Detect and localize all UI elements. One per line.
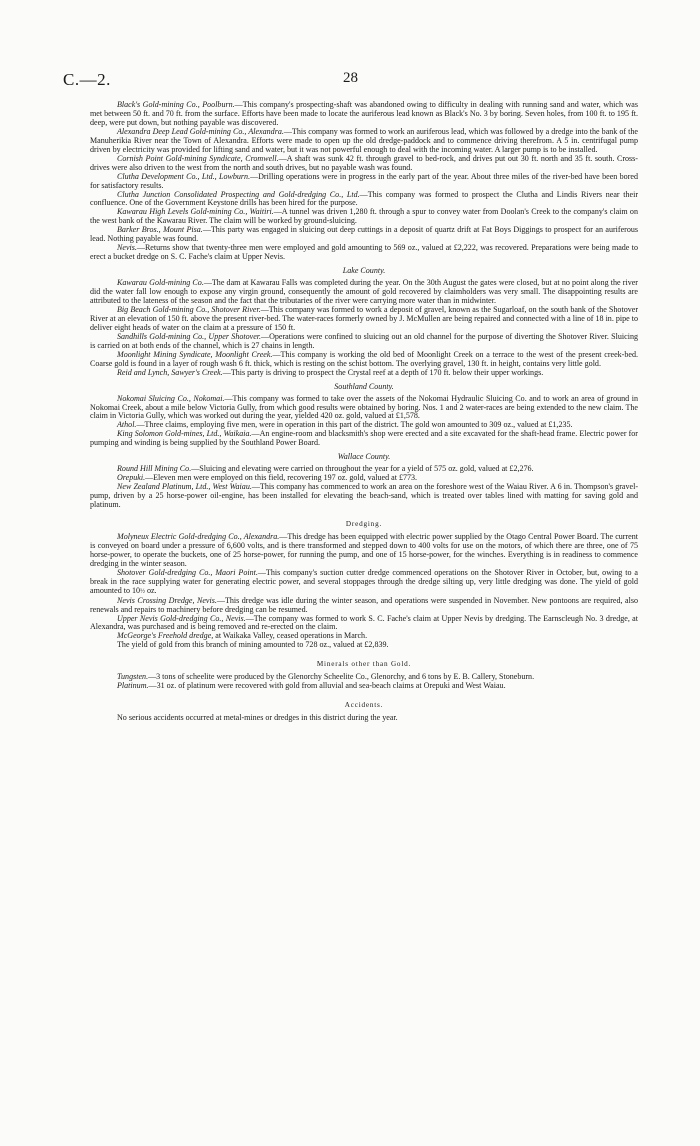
paragraph-kawarau-high-levels: Kawarau High Levels Gold-mining Co., Waitiri.—A tunnel was driven 1,280 ft. through a spur to convey water from Doolan's Creek to the company's claim on the west bank of the Kawarau River. The claim will be worked by ground-sluicing. — [90, 207, 638, 226]
paragraph-cornish-point: Cornish Point Gold-mining Syndicate, Cromwell.—A shaft was sunk 42 ft. through gravel to bed-rock, and drives put out 30 ft. north and 35 ft. south. Cross-drives were also driven to the west from the north and south drives, but no payable wash was found. — [90, 153, 638, 172]
paragraph-nz-platinum: New Zealand Platinum, Ltd., West Waiau.—This company has commenced to work an area on the foreshore west of the Waiau River. A 6 in. Thompson's gravel-pump, driven by a 25 horse-power oil-engine, has been installed for elevating the beach-sand, which is treated over tables lined with matting for saving gold and platinum. — [90, 482, 639, 510]
paragraph-nevis: Nevis.—Returns show that twenty-three men were employed and gold amounting to 569 oz., valued at £2,222, was recovered. Preparations were being made to erect a bucket dredge on S. C. Fache's claim at Upper Nevis. — [90, 243, 638, 262]
paragraph-reid-lynch: Reid and Lynch, Sawyer's Creek.—This party is driving to prospect the Crystal reef at a depth of 170 ft. below their upper workings. — [117, 367, 544, 377]
section-heading-dredging: Dredging. — [345, 519, 383, 528]
section-heading-southland-county: Southland County. — [334, 381, 394, 391]
document-reference: C.—2. — [63, 70, 111, 89]
paragraph-athol: Athol.—Three claims, employing five men, were in operation in this part of the district. The gold won amounted to 309 oz., valued at £1,235. — [117, 420, 573, 430]
paragraph-alexandra-deep-lead: Alexandra Deep Lead Gold-mining Co., Alexandra.—This company was formed to work an auriferous lead, which was followed by a dredge into the bank of the Manuherikia River near the Town of Alexandra. Efforts were made to open up the old dredge-paddock and to commence driving therefrom. A 5 in. centrifugal pump driven by electricity was provided for lifting sand and water, but it was not powerful enough to deal with the incoming water. A larger pump is to be installed. — [90, 126, 638, 154]
paragraph-accidents: No serious accidents occurred at metal-mines or dredges in this district during the year. — [117, 713, 398, 723]
paragraph-kawarau-gold-mining: Kawarau Gold-mining Co.—The dam at Kawarau Falls was completed during the year. On the 30th August the gates were closed, but at no point along the river did the water fall low enough to expose any virgin ground, consequently the amount of gold recovered by claimholders was very small. The disappointing results are attributed to the lateness of the season and the fact that the tributaries of the river were carrying more water than in midwinter. — [90, 278, 638, 306]
paragraph-clutha-junction: Clutha Junction Consolidated Prospecting and Gold-dredging Co., Ltd.—This company was formed to prospect the Clutha and Lindis Rivers near their confluence. One of the Government Keystone drills has been hired for the purpose. — [90, 189, 639, 208]
paragraph-molyneux: Molyneux Electric Gold-dredging Co., Alexandra.—This dredge has been equipped with electric power supplied by the Otago Central Power Board. The current is conveyed on board under a pressure of 6,600 volts, and is there transformed and stepped down to 400 volts for use on the motors, of which there are three, one of 75 horse-power, to operate the buckets, one of 25 horse-power, for running the pump, and one of 15 horse-power, for the winches. Everything is in readiness to commence dredging in the winter season. — [90, 531, 638, 568]
section-heading-minerals: Minerals other than Gold. — [316, 660, 412, 669]
section-heading-accidents: Accidents. — [344, 701, 384, 710]
paragraph-tungsten: Tungsten.—3 tons of scheelite were produced by the Glenorchy Scheelite Co., Glenorchy, and 6 tons by E. B. Callery, Stoneburn. — [117, 672, 535, 682]
paragraph-barker-bros: Barker Bros., Mount Pisa.—This party was engaged in sluicing out deep cuttings in a deposit of quartz drift at Fat Boys Diggings to prospect for an auriferous lead. Nothing payable was found. — [90, 225, 638, 244]
page-header — [63, 70, 648, 92]
paragraph-king-solomon: King Solomon Gold-mines, Ltd., Waikaia.—An engine-room and blacksmith's shop were erected and a site excavated for the shaft-head frame. Electric power for pumping and winding is being supplied by the Southland Power Board. — [90, 429, 638, 448]
section-heading-lake-county: Lake County. — [342, 266, 386, 276]
page-body — [90, 101, 638, 723]
paragraph-platinum: Platinum.—31 oz. of platinum were recovered with gold from alluvial and sea-beach claims at Orepuki and West Waiau. — [117, 681, 506, 691]
paragraph-round-hill: Round Hill Mining Co.—Sluicing and elevating were carried on throughout the year for a yield of 575 oz. gold, valued at £2,276. — [117, 464, 534, 474]
paragraph-nevis-crossing: Nevis Crossing Dredge, Nevis.—This dredge was idle during the winter season, and operations were suspended in November. New pontoons are required, also renewals and repairs to machinery before dredging can be resumed. — [90, 595, 638, 614]
paragraph-mcgeorges: McGeorge's Freehold dredge, at Waikaka Valley, ceased operations in March. — [117, 631, 368, 641]
paragraph-nokomai: Nokomai Sluicing Co., Nokomai.—This company was formed to take over the assets of the Nokomai Hydraulic Sluicing Co. and to work an area of ground in Nokomai Creek, about a mile below Victoria Gully, from which good results were obtained by boring. Nos. 1 and 2 water-races are being extended to the new claim. The claim in Victoria Gully, which was worked out during the year, yielded 420 oz. gold, valued at £1,578. — [90, 393, 638, 421]
paragraph-upper-nevis: Upper Nevis Gold-dredging Co., Nevis.—The company was formed to work S. C. Fache's claim at Upper Nevis by dredging. The Earnscleugh No. 3 dredge, at Alexandra, was purchased and is being removed and re-erected on the claim. — [90, 613, 638, 632]
paragraph-dredging-yield: The yield of gold from this branch of mining amounted to 728 oz., valued at £2,839. — [117, 640, 389, 650]
paragraph-blacks: Black's Gold-mining Co., Poolburn.—This company's prospecting-shaft was abandoned owing to difficulty in dealing with running sand and water, which was met between 50 ft. and 70 ft. from the surface. Efforts have been made to locate the auriferous lead known as Black's No. 3 by boring. Seven holes, from 100 ft. to 195 ft. deep, were put down, but nothing payable was discovered. — [90, 100, 638, 127]
page-number: 28 — [343, 70, 358, 86]
paragraph-orepuki: Orepuki.—Eleven men were employed on this field, recovering 197 oz. gold, valued at £773. — [117, 473, 418, 483]
fraction-half: ½ — [140, 587, 145, 595]
paragraph-big-beach: Big Beach Gold-mining Co., Shotover River.—This company was formed to work a deposit of gravel, known as the Sugarloaf, on the south bank of the Shotover River at an elevation of 150 ft. above the present river-bed. The water-races formerly owned by J. McMullen are being repaired and connected with a line of 18 in. pipe to deliver eight heads of water on the claim at a pressure of 150 ft. — [90, 304, 638, 332]
section-heading-wallace-county: Wallace County. — [337, 452, 391, 462]
paragraph-moonlight: Moonlight Mining Syndicate, Moonlight Creek.—This company is working the old bed of Moonlight Creek on a terrace to the west of the present creek-bed. Coarse gold is found in a layer of rough wash 6 ft. thick, which is resting on the schist bottom. The overlying gravel, 130 ft. in height, contains very little gold. — [90, 349, 638, 368]
paragraph-clutha-development: Clutha Development Co., Ltd., Lowburn.—Drilling operations were in progress in the early part of the year. About three miles of the river-bed have been bored for satisfactory results. — [90, 171, 638, 190]
paragraph-sandhills: Sandhills Gold-mining Co., Upper Shotover.—Operations were confined to sluicing out an old channel for the purpose of diverting the Shotover River. Sluicing is carried on at both ends of the channel, which is 27 chains in length. — [90, 331, 638, 350]
paragraph-shotover-dredging: Shotover Gold-dredging Co., Maori Point.—This company's suction cutter dredge commenced operations on the Shotover River in October, but, owing to a break in the race supplying water for generating electric power, and several stoppages through the dredge silting up, very little dredging was done. The yield of gold amounted to 10½ oz. — [90, 567, 638, 595]
